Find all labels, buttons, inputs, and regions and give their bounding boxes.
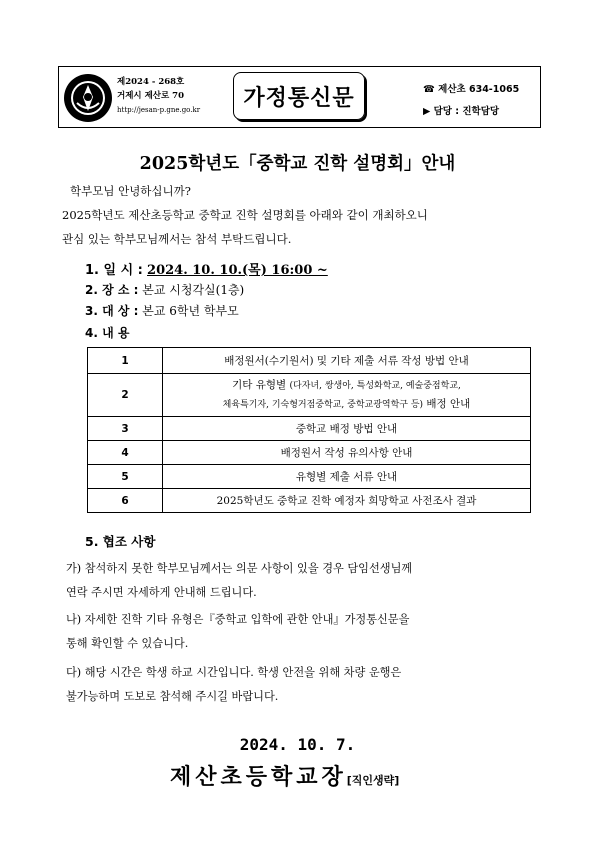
signature [170, 760, 399, 791]
row-text: 중학교 배정 방법 안내 [163, 417, 531, 441]
content-table [87, 347, 531, 513]
place-value: 본교 시청각실(1층) [142, 283, 245, 297]
newsletter-title: 가정통신문 [233, 72, 365, 120]
greeting: 학부모님 안녕하십니까? [70, 184, 191, 198]
contact-info [423, 79, 519, 123]
note-c-line-1: 다) 해당 시간은 학생 하교 시간입니다. 학생 안전을 위해 차량 운행은 [66, 666, 402, 679]
place-label: 2. 장 소 : [85, 283, 139, 297]
contact-person: ▶ 담당 : 진학담당 [423, 106, 500, 117]
date-value: 2024. 10. 10.(목) 16:00 ~ [147, 263, 328, 278]
row-text [163, 374, 531, 417]
issue-date: 2024. 10. 7. [239, 735, 356, 754]
note-a-line-1: 가) 참석하지 못한 학부모님께서는 의문 사항이 있을 경우 담임선생님께 [66, 562, 413, 575]
principal-name: 제산초등학교장 [170, 764, 347, 790]
target-value: 본교 6학년 학부모 [142, 304, 239, 318]
row-text: 배정원서 작성 유의사항 안내 [163, 441, 531, 465]
school-emblem-icon [63, 73, 113, 123]
table-row [88, 441, 531, 465]
date-label: 1. 일 시 : [85, 263, 143, 278]
cooperation-title: 5. 협조 사항 [85, 534, 156, 549]
content-item [85, 324, 129, 341]
row-number: 2 [88, 374, 163, 417]
intro-line-1: 2025학년도 제산초등학교 중학교 진학 설명회를 아래와 같이 개최하오니 [62, 208, 428, 222]
note-a-line-2: 연락 주시면 자세하게 안내해 드립니다. [66, 586, 257, 599]
seal-omitted: [직인생략] [346, 774, 400, 787]
table-row [88, 465, 531, 489]
phone-number: ☎ 제산초 634-1065 [423, 84, 520, 95]
school-info [117, 75, 200, 117]
table-row [88, 489, 531, 513]
place-item [85, 281, 244, 298]
note-b-line-1: 나) 자세한 진학 기타 유형은『중학교 입학에 관한 안내』가정통신문을 [66, 613, 410, 626]
row-text-part: (다자녀, 쌍생아, 특성화학교, 예술중점학교, [289, 381, 461, 391]
row-number: 1 [88, 348, 163, 374]
note-b-line-2: 통해 확인할 수 있습니다. [66, 637, 189, 650]
table-row [88, 374, 531, 417]
row-text: 배정원서(수기원서) 및 기타 제출 서류 작성 방법 안내 [163, 348, 531, 374]
issue-number: 제2024 - 268호 [117, 77, 185, 87]
table-row [88, 348, 531, 374]
target-label: 3. 대 상 : [85, 304, 139, 318]
table-row [88, 417, 531, 441]
newsletter-header [58, 66, 541, 128]
target-item [85, 302, 239, 319]
date-item [85, 259, 328, 278]
row-text-part: 체육특기자, 기숙형거점중학교, 중학교광역학구 등) [222, 400, 424, 410]
row-text: 유형별 제출 서류 안내 [163, 465, 531, 489]
row-text: 2025학년도 중학교 진학 예정자 희망학교 사전조사 결과 [163, 489, 531, 513]
intro-line-2: 관심 있는 학부모님께서는 참석 부탁드립니다. [62, 232, 292, 246]
school-url: http://jesan-p.gne.go.kr [117, 106, 201, 114]
content-label: 4. 내 용 [85, 326, 130, 340]
document-title: 2025학년도「중학교 진학 설명회」안내 [139, 154, 456, 174]
row-number: 6 [88, 489, 163, 513]
school-address: 거제시 제산로 70 [117, 91, 185, 101]
row-text-part: 기타 유형별 [232, 379, 287, 391]
row-number: 4 [88, 441, 163, 465]
note-c-line-2: 불가능하며 도보로 참석해 주시길 바랍니다. [66, 690, 279, 703]
row-text-part: 배정 안내 [426, 398, 471, 410]
row-number: 5 [88, 465, 163, 489]
row-number: 3 [88, 417, 163, 441]
